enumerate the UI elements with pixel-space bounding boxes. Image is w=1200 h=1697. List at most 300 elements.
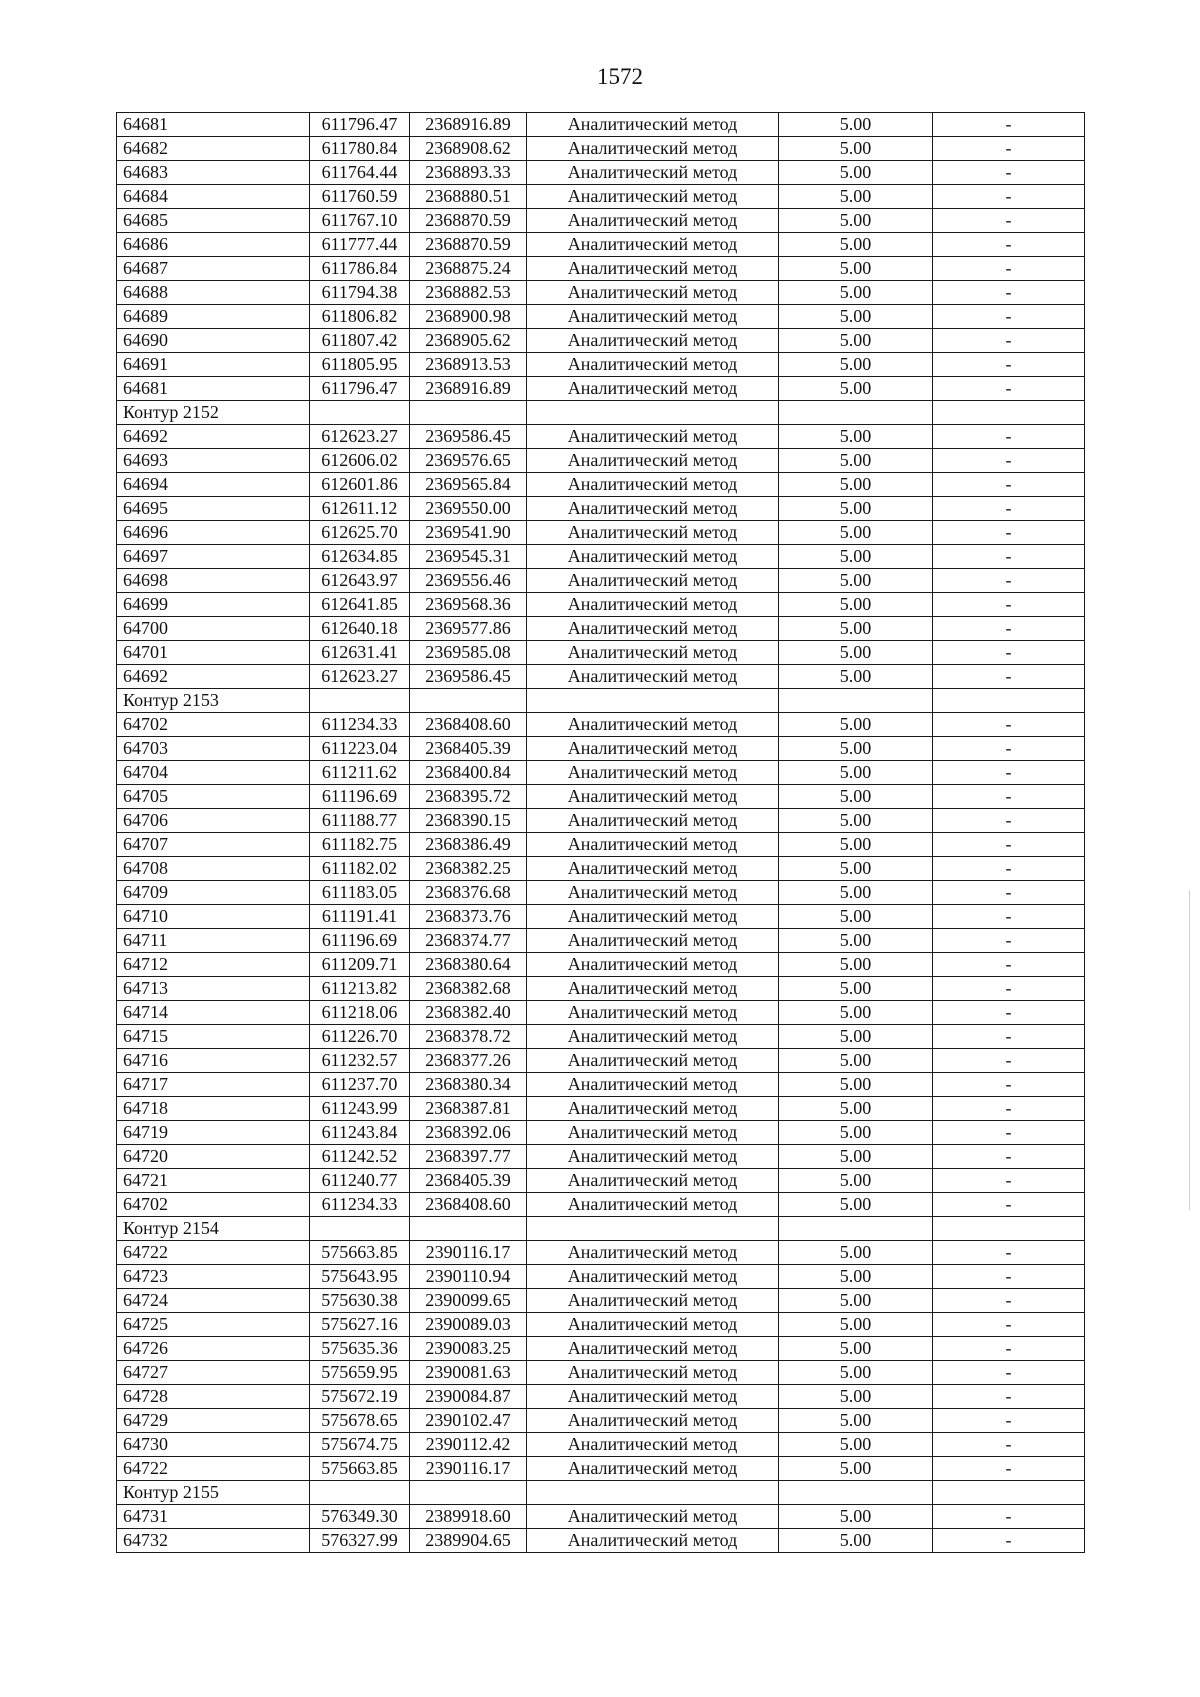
table-row [117, 521, 1085, 545]
point-number-cell: 64722 [117, 1457, 310, 1481]
accuracy-cell: 5.00 [779, 449, 933, 473]
method-cell: Аналитический метод [527, 1169, 779, 1193]
note-cell: - [933, 1097, 1085, 1121]
accuracy-cell: 5.00 [779, 569, 933, 593]
point-number-cell: 64717 [117, 1073, 310, 1097]
accuracy-cell: 5.00 [779, 233, 933, 257]
y-coordinate-cell: 2368405.39 [410, 1169, 527, 1193]
y-coordinate-cell: 2390110.94 [410, 1265, 527, 1289]
method-cell: Аналитический метод [527, 233, 779, 257]
page-number: 1572 [597, 64, 643, 89]
point-number-cell: 64704 [117, 761, 310, 785]
table-row [117, 185, 1085, 209]
contour-label: Контур 2155 [117, 1481, 310, 1505]
point-number-cell: 64708 [117, 857, 310, 881]
note-cell: - [933, 1385, 1085, 1409]
y-coordinate-cell: 2368875.24 [410, 257, 527, 281]
x-coordinate-cell: 611777.44 [310, 233, 410, 257]
point-number-cell: 64689 [117, 305, 310, 329]
accuracy-cell: 5.00 [779, 185, 933, 209]
x-coordinate-cell: 576349.30 [310, 1505, 410, 1529]
y-coordinate-cell: 2368408.60 [410, 1193, 527, 1217]
table-row [117, 1361, 1085, 1385]
table-row [117, 473, 1085, 497]
method-cell: Аналитический метод [527, 425, 779, 449]
accuracy-cell: 5.00 [779, 1529, 933, 1553]
accuracy-cell: 5.00 [779, 1145, 933, 1169]
y-coordinate-cell: 2368390.15 [410, 809, 527, 833]
point-number-cell: 64701 [117, 641, 310, 665]
accuracy-cell: 5.00 [779, 257, 933, 281]
point-number-cell: 64705 [117, 785, 310, 809]
point-number-cell: 64730 [117, 1433, 310, 1457]
x-coordinate-cell: 612643.97 [310, 569, 410, 593]
accuracy-cell: 5.00 [779, 1337, 933, 1361]
note-cell: - [933, 953, 1085, 977]
table-row [117, 1457, 1085, 1481]
y-coordinate-cell: 2368400.84 [410, 761, 527, 785]
x-coordinate-cell: 611764.44 [310, 161, 410, 185]
point-number-cell: 64696 [117, 521, 310, 545]
note-cell: - [933, 1241, 1085, 1265]
method-cell: Аналитический метод [527, 1121, 779, 1145]
table-row [117, 1241, 1085, 1265]
table-row [117, 353, 1085, 377]
x-coordinate-cell: 612611.12 [310, 497, 410, 521]
y-coordinate-cell: 2368870.59 [410, 233, 527, 257]
x-coordinate-cell: 575663.85 [310, 1241, 410, 1265]
table-row [117, 1505, 1085, 1529]
y-coordinate-cell: 2390116.17 [410, 1457, 527, 1481]
x-coordinate-cell: 611182.02 [310, 857, 410, 881]
point-number-cell: 64681 [117, 377, 310, 401]
point-number-cell: 64700 [117, 617, 310, 641]
y-coordinate-cell: 2389904.65 [410, 1529, 527, 1553]
method-cell: Аналитический метод [527, 473, 779, 497]
note-cell: - [933, 593, 1085, 617]
x-coordinate-cell: 611794.38 [310, 281, 410, 305]
method-cell: Аналитический метод [527, 1073, 779, 1097]
x-coordinate-cell: 611211.62 [310, 761, 410, 785]
note-cell: - [933, 425, 1085, 449]
point-number-cell: 64715 [117, 1025, 310, 1049]
method-cell: Аналитический метод [527, 569, 779, 593]
note-cell: - [933, 1313, 1085, 1337]
point-number-cell: 64706 [117, 809, 310, 833]
note-cell: - [933, 473, 1085, 497]
method-cell: Аналитический метод [527, 857, 779, 881]
accuracy-cell: 5.00 [779, 1409, 933, 1433]
point-number-cell: 64713 [117, 977, 310, 1001]
y-coordinate-cell: 2368382.40 [410, 1001, 527, 1025]
table-row [117, 305, 1085, 329]
accuracy-cell: 5.00 [779, 1241, 933, 1265]
x-coordinate-cell: 611188.77 [310, 809, 410, 833]
method-cell: Аналитический метод [527, 545, 779, 569]
empty-cell [933, 1217, 1085, 1241]
empty-cell [410, 1481, 527, 1505]
method-cell: Аналитический метод [527, 881, 779, 905]
table-row [117, 281, 1085, 305]
x-coordinate-cell: 575643.95 [310, 1265, 410, 1289]
note-cell: - [933, 1505, 1085, 1529]
note-cell: - [933, 761, 1085, 785]
y-coordinate-cell: 2369541.90 [410, 521, 527, 545]
method-cell: Аналитический метод [527, 1361, 779, 1385]
note-cell: - [933, 737, 1085, 761]
y-coordinate-cell: 2368405.39 [410, 737, 527, 761]
note-cell: - [933, 1265, 1085, 1289]
empty-cell [779, 1217, 933, 1241]
note-cell: - [933, 617, 1085, 641]
x-coordinate-cell: 611760.59 [310, 185, 410, 209]
method-cell: Аналитический метод [527, 497, 779, 521]
method-cell: Аналитический метод [527, 353, 779, 377]
y-coordinate-cell: 2390099.65 [410, 1289, 527, 1313]
table-row [117, 761, 1085, 785]
table-row [117, 881, 1085, 905]
note-cell: - [933, 545, 1085, 569]
scan-edge-line [1189, 890, 1190, 1210]
method-cell: Аналитический метод [527, 929, 779, 953]
note-cell: - [933, 113, 1085, 137]
note-cell: - [933, 1049, 1085, 1073]
table-row [117, 809, 1085, 833]
x-coordinate-cell: 612601.86 [310, 473, 410, 497]
note-cell: - [933, 353, 1085, 377]
x-coordinate-cell: 612641.85 [310, 593, 410, 617]
y-coordinate-cell: 2369585.08 [410, 641, 527, 665]
table-row [117, 713, 1085, 737]
accuracy-cell: 5.00 [779, 1433, 933, 1457]
note-cell: - [933, 233, 1085, 257]
accuracy-cell: 5.00 [779, 425, 933, 449]
x-coordinate-cell: 611807.42 [310, 329, 410, 353]
method-cell: Аналитический метод [527, 113, 779, 137]
accuracy-cell: 5.00 [779, 1073, 933, 1097]
method-cell: Аналитический метод [527, 1265, 779, 1289]
y-coordinate-cell: 2368870.59 [410, 209, 527, 233]
x-coordinate-cell: 611796.47 [310, 113, 410, 137]
empty-cell [527, 1217, 779, 1241]
x-coordinate-cell: 611243.99 [310, 1097, 410, 1121]
accuracy-cell: 5.00 [779, 929, 933, 953]
point-number-cell: 64719 [117, 1121, 310, 1145]
y-coordinate-cell: 2369586.45 [410, 425, 527, 449]
accuracy-cell: 5.00 [779, 1121, 933, 1145]
point-number-cell: 64723 [117, 1265, 310, 1289]
note-cell: - [933, 833, 1085, 857]
x-coordinate-cell: 611183.05 [310, 881, 410, 905]
point-number-cell: 64687 [117, 257, 310, 281]
empty-cell [310, 1481, 410, 1505]
table-row [117, 1025, 1085, 1049]
table-row [117, 953, 1085, 977]
y-coordinate-cell: 2368374.77 [410, 929, 527, 953]
x-coordinate-cell: 611243.84 [310, 1121, 410, 1145]
contour-label: Контур 2154 [117, 1217, 310, 1241]
y-coordinate-cell: 2368913.53 [410, 353, 527, 377]
y-coordinate-cell: 2368905.62 [410, 329, 527, 353]
accuracy-cell: 5.00 [779, 641, 933, 665]
x-coordinate-cell: 611213.82 [310, 977, 410, 1001]
point-number-cell: 64693 [117, 449, 310, 473]
table-row [117, 1097, 1085, 1121]
method-cell: Аналитический метод [527, 305, 779, 329]
note-cell: - [933, 785, 1085, 809]
y-coordinate-cell: 2368377.26 [410, 1049, 527, 1073]
method-cell: Аналитический метод [527, 1001, 779, 1025]
point-number-cell: 64716 [117, 1049, 310, 1073]
accuracy-cell: 5.00 [779, 977, 933, 1001]
accuracy-cell: 5.00 [779, 497, 933, 521]
table-row [117, 377, 1085, 401]
accuracy-cell: 5.00 [779, 161, 933, 185]
note-cell: - [933, 1289, 1085, 1313]
x-coordinate-cell: 611805.95 [310, 353, 410, 377]
note-cell: - [933, 569, 1085, 593]
point-number-cell: 64692 [117, 425, 310, 449]
table-row [117, 737, 1085, 761]
note-cell: - [933, 377, 1085, 401]
empty-cell [410, 1217, 527, 1241]
point-number-cell: 64685 [117, 209, 310, 233]
y-coordinate-cell: 2368376.68 [410, 881, 527, 905]
table-row [117, 929, 1085, 953]
y-coordinate-cell: 2368392.06 [410, 1121, 527, 1145]
table-row [117, 641, 1085, 665]
table-row [117, 1049, 1085, 1073]
point-number-cell: 64686 [117, 233, 310, 257]
point-number-cell: 64709 [117, 881, 310, 905]
empty-cell [527, 401, 779, 425]
table-row [117, 665, 1085, 689]
x-coordinate-cell: 611196.69 [310, 929, 410, 953]
accuracy-cell: 5.00 [779, 1097, 933, 1121]
point-number-cell: 64712 [117, 953, 310, 977]
accuracy-cell: 5.00 [779, 833, 933, 857]
note-cell: - [933, 1457, 1085, 1481]
note-cell: - [933, 185, 1085, 209]
method-cell: Аналитический метод [527, 377, 779, 401]
point-number-cell: 64702 [117, 713, 310, 737]
x-coordinate-cell: 575678.65 [310, 1409, 410, 1433]
empty-cell [933, 689, 1085, 713]
table-row [117, 977, 1085, 1001]
empty-cell [527, 1481, 779, 1505]
y-coordinate-cell: 2390116.17 [410, 1241, 527, 1265]
note-cell: - [933, 1025, 1085, 1049]
accuracy-cell: 5.00 [779, 521, 933, 545]
method-cell: Аналитический метод [527, 185, 779, 209]
point-number-cell: 64699 [117, 593, 310, 617]
method-cell: Аналитический метод [527, 1289, 779, 1313]
accuracy-cell: 5.00 [779, 1025, 933, 1049]
y-coordinate-cell: 2368382.25 [410, 857, 527, 881]
x-coordinate-cell: 611780.84 [310, 137, 410, 161]
point-number-cell: 64722 [117, 1241, 310, 1265]
y-coordinate-cell: 2368408.60 [410, 713, 527, 737]
point-number-cell: 64727 [117, 1361, 310, 1385]
method-cell: Аналитический метод [527, 161, 779, 185]
x-coordinate-cell: 612640.18 [310, 617, 410, 641]
note-cell: - [933, 1337, 1085, 1361]
y-coordinate-cell: 2390083.25 [410, 1337, 527, 1361]
method-cell: Аналитический метод [527, 665, 779, 689]
accuracy-cell: 5.00 [779, 137, 933, 161]
method-cell: Аналитический метод [527, 1409, 779, 1433]
note-cell: - [933, 497, 1085, 521]
accuracy-cell: 5.00 [779, 785, 933, 809]
point-number-cell: 64718 [117, 1097, 310, 1121]
method-cell: Аналитический метод [527, 1529, 779, 1553]
method-cell: Аналитический метод [527, 905, 779, 929]
table-row [117, 1193, 1085, 1217]
y-coordinate-cell: 2369568.36 [410, 593, 527, 617]
x-coordinate-cell: 611240.77 [310, 1169, 410, 1193]
method-cell: Аналитический метод [527, 1193, 779, 1217]
point-number-cell: 64720 [117, 1145, 310, 1169]
note-cell: - [933, 209, 1085, 233]
note-cell: - [933, 161, 1085, 185]
empty-cell [779, 401, 933, 425]
table-row [117, 1145, 1085, 1169]
accuracy-cell: 5.00 [779, 737, 933, 761]
note-cell: - [933, 521, 1085, 545]
point-number-cell: 64691 [117, 353, 310, 377]
x-coordinate-cell: 611234.33 [310, 713, 410, 737]
note-cell: - [933, 905, 1085, 929]
method-cell: Аналитический метод [527, 449, 779, 473]
point-number-cell: 64707 [117, 833, 310, 857]
empty-cell [310, 401, 410, 425]
point-number-cell: 64695 [117, 497, 310, 521]
note-cell: - [933, 665, 1085, 689]
x-coordinate-cell: 611767.10 [310, 209, 410, 233]
table-row [117, 1169, 1085, 1193]
method-cell: Аналитический метод [527, 713, 779, 737]
y-coordinate-cell: 2368916.89 [410, 113, 527, 137]
accuracy-cell: 5.00 [779, 1193, 933, 1217]
accuracy-cell: 5.00 [779, 1049, 933, 1073]
note-cell: - [933, 881, 1085, 905]
note-cell: - [933, 713, 1085, 737]
table-row [117, 449, 1085, 473]
y-coordinate-cell: 2390112.42 [410, 1433, 527, 1457]
table-row [117, 1385, 1085, 1409]
point-number-cell: 64694 [117, 473, 310, 497]
method-cell: Аналитический метод [527, 977, 779, 1001]
x-coordinate-cell: 575635.36 [310, 1337, 410, 1361]
table-row [117, 209, 1085, 233]
y-coordinate-cell: 2368395.72 [410, 785, 527, 809]
x-coordinate-cell: 611242.52 [310, 1145, 410, 1169]
point-number-cell: 64681 [117, 113, 310, 137]
method-cell: Аналитический метод [527, 1097, 779, 1121]
y-coordinate-cell: 2369545.31 [410, 545, 527, 569]
method-cell: Аналитический метод [527, 329, 779, 353]
method-cell: Аналитический метод [527, 641, 779, 665]
x-coordinate-cell: 576327.99 [310, 1529, 410, 1553]
y-coordinate-cell: 2369577.86 [410, 617, 527, 641]
table-row [117, 1265, 1085, 1289]
y-coordinate-cell: 2368397.77 [410, 1145, 527, 1169]
empty-cell [933, 401, 1085, 425]
note-cell: - [933, 1433, 1085, 1457]
method-cell: Аналитический метод [527, 1505, 779, 1529]
table-row [117, 1313, 1085, 1337]
note-cell: - [933, 281, 1085, 305]
method-cell: Аналитический метод [527, 1145, 779, 1169]
note-cell: - [933, 1361, 1085, 1385]
note-cell: - [933, 329, 1085, 353]
note-cell: - [933, 929, 1085, 953]
contour-label: Контур 2153 [117, 689, 310, 713]
x-coordinate-cell: 612634.85 [310, 545, 410, 569]
method-cell: Аналитический метод [527, 953, 779, 977]
method-cell: Аналитический метод [527, 1313, 779, 1337]
table-row [117, 1529, 1085, 1553]
accuracy-cell: 5.00 [779, 1385, 933, 1409]
x-coordinate-cell: 611218.06 [310, 1001, 410, 1025]
table-row [117, 113, 1085, 137]
y-coordinate-cell: 2368373.76 [410, 905, 527, 929]
x-coordinate-cell: 575630.38 [310, 1289, 410, 1313]
method-cell: Аналитический метод [527, 809, 779, 833]
x-coordinate-cell: 611191.41 [310, 905, 410, 929]
empty-cell [410, 401, 527, 425]
accuracy-cell: 5.00 [779, 209, 933, 233]
point-number-cell: 64714 [117, 1001, 310, 1025]
method-cell: Аналитический метод [527, 137, 779, 161]
accuracy-cell: 5.00 [779, 905, 933, 929]
accuracy-cell: 5.00 [779, 353, 933, 377]
point-number-cell: 64698 [117, 569, 310, 593]
x-coordinate-cell: 611806.82 [310, 305, 410, 329]
y-coordinate-cell: 2368916.89 [410, 377, 527, 401]
y-coordinate-cell: 2368382.68 [410, 977, 527, 1001]
empty-cell [933, 1481, 1085, 1505]
method-cell: Аналитический метод [527, 281, 779, 305]
y-coordinate-cell: 2368882.53 [410, 281, 527, 305]
point-number-cell: 64711 [117, 929, 310, 953]
note-cell: - [933, 137, 1085, 161]
coordinates-table [116, 112, 1085, 1553]
x-coordinate-cell: 575659.95 [310, 1361, 410, 1385]
accuracy-cell: 5.00 [779, 545, 933, 569]
table-row [117, 1121, 1085, 1145]
accuracy-cell: 5.00 [779, 953, 933, 977]
table-row [117, 233, 1085, 257]
y-coordinate-cell: 2368893.33 [410, 161, 527, 185]
point-number-cell: 64731 [117, 1505, 310, 1529]
accuracy-cell: 5.00 [779, 377, 933, 401]
accuracy-cell: 5.00 [779, 305, 933, 329]
note-cell: - [933, 1073, 1085, 1097]
table-row [117, 1289, 1085, 1313]
empty-cell [527, 689, 779, 713]
table-row [117, 545, 1085, 569]
point-number-cell: 64688 [117, 281, 310, 305]
method-cell: Аналитический метод [527, 737, 779, 761]
accuracy-cell: 5.00 [779, 1169, 933, 1193]
table-row [117, 857, 1085, 881]
y-coordinate-cell: 2369556.46 [410, 569, 527, 593]
contour-header-row [117, 689, 1085, 713]
x-coordinate-cell: 611209.71 [310, 953, 410, 977]
y-coordinate-cell: 2368380.34 [410, 1073, 527, 1097]
point-number-cell: 64692 [117, 665, 310, 689]
